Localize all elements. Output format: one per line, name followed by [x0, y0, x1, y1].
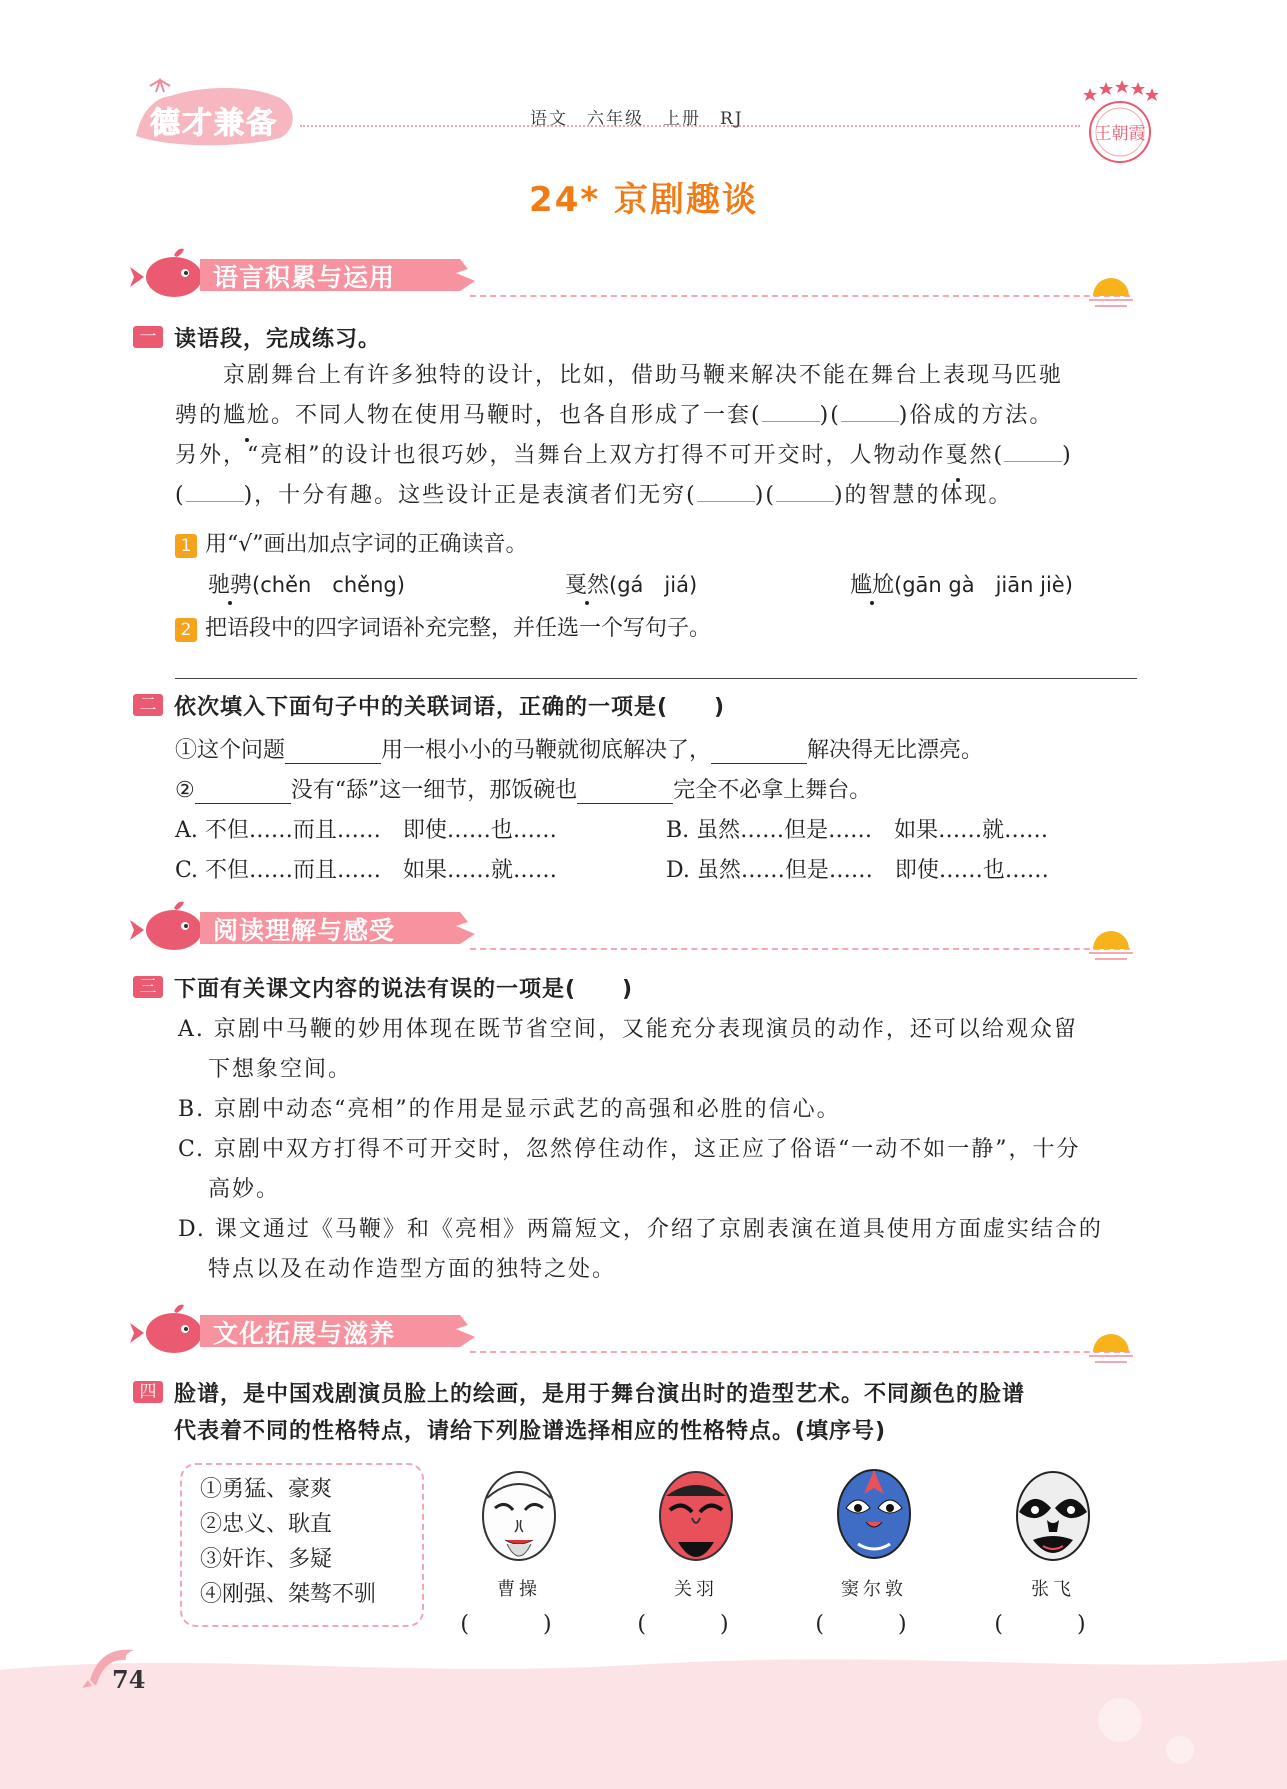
question-2-heading: 依次填入下面句子中的关联词语，正确的一项是( ) — [174, 695, 726, 720]
trait-option: ①勇猛、豪爽 — [200, 1477, 333, 1502]
trait-option: ③奸诈、多疑 — [200, 1547, 333, 1572]
subquestion-number-2: 2 — [175, 618, 197, 642]
passage-line-1: 京剧舞台上有许多独特的设计，比如，借助马鞭来解决不能在舞台上表现马匹驰 — [223, 363, 1064, 388]
page-title: 24* 京剧趣谈 — [529, 180, 758, 220]
section-title-2: 阅读理解与感受 — [213, 916, 396, 945]
q3-option-a-cont: 下想象空间。 — [208, 1057, 353, 1082]
answer-paren-caocao[interactable]: ( ) — [460, 1612, 578, 1637]
section-divider-3 — [470, 1351, 1130, 1353]
answer-paren-guanyu[interactable]: ( ) — [637, 1612, 755, 1637]
sun-icon — [1087, 923, 1135, 963]
q3-option-d-cont: 特点以及在动作造型方面的独特之处。 — [208, 1257, 617, 1282]
sun-icon — [1087, 1326, 1135, 1366]
q3-option-c[interactable]: C. 京剧中双方打得不可开交时，忽然停住动作，这正应了俗语“一动不如一静”，十分 — [178, 1137, 1081, 1162]
seal-stamp — [1076, 78, 1162, 166]
header-subject-line: 语文 六年级 上册 RJ — [530, 109, 744, 129]
question-4-heading-1: 脸谱，是中国戏剧演员脸上的绘画，是用于舞台演出时的造型艺术。不同颜色的脸谱 — [174, 1382, 1026, 1407]
brand-text: 德才兼备 — [150, 106, 278, 141]
dotted-word: 尴尬 — [223, 396, 271, 436]
q2-sentence-2: ② 没有“舔”这一细节，那饭碗也 完全不必拿上舞台。 — [175, 778, 872, 803]
section-title-3: 文化拓展与滋养 — [213, 1319, 396, 1348]
reading-passage — [175, 356, 1145, 516]
trait-options — [200, 1472, 376, 1612]
q3-option-a[interactable]: A. 京剧中马鞭的妙用体现在既节省空间，又能充分表现演员的动作，还可以给观众留 — [178, 1017, 1078, 1042]
passage-line-4: ( )，十分有趣。这些设计正是表演者们无穷( )( )的智慧的体现。 — [175, 483, 1013, 508]
mask-name-zhangfei: 张飞 — [1031, 1579, 1075, 1600]
question-4-heading-2: 代表着不同的性格特点，请给下列脸谱选择相应的性格特点。(填序号) — [174, 1419, 887, 1444]
fill-blank[interactable] — [195, 778, 291, 804]
fill-blank[interactable] — [577, 778, 673, 804]
reading-choice-2[interactable]: 戛然(gá jiá) — [565, 568, 697, 599]
sun-icon — [1087, 270, 1135, 310]
subquestion-1: 1 用“√”画出加点字词的正确读音。 — [175, 527, 528, 558]
q3-option-d[interactable]: D. 课文通过《马鞭》和《亮相》两篇短文，介绍了京剧表演在道具使用方面虚实结合的 — [178, 1217, 1103, 1242]
question-number-3: 三 — [133, 976, 163, 998]
q2-option-c[interactable]: C. 不但……而且…… 如果……就…… — [175, 858, 558, 883]
passage-line-3: 另外，“亮相”的设计也很巧妙，当舞台上双方打得不可开交时，人物动作戛然( ) — [175, 436, 1145, 476]
section-divider-1 — [470, 295, 1130, 297]
svg-text:王朝霞: 王朝霞 — [1094, 124, 1146, 144]
mask-name-caocao: 曹操 — [497, 1579, 541, 1600]
douerdun-mask-image — [832, 1464, 916, 1564]
guanyu-mask-image — [654, 1468, 738, 1568]
reading-choice-1[interactable]: 驰骋(chěn chěng) — [208, 568, 405, 599]
caocao-mask-image — [477, 1468, 561, 1568]
q2-option-d[interactable]: D. 虽然……但是…… 即使……也…… — [666, 858, 1049, 883]
footer-wave — [0, 1650, 1287, 1789]
fill-blank[interactable] — [841, 421, 899, 422]
fill-blank[interactable] — [1004, 461, 1062, 462]
fill-blank[interactable] — [762, 421, 820, 422]
q2-option-a[interactable]: A. 不但……而且…… 即使……也…… — [175, 818, 557, 843]
answer-line[interactable] — [175, 678, 1137, 679]
section-title-1: 语言积累与运用 — [213, 263, 396, 292]
answer-paren-douerdun[interactable]: ( ) — [815, 1612, 933, 1637]
q3-option-b[interactable]: B. 京剧中动态“亮相”的作用是显示武艺的高强和必胜的信心。 — [178, 1097, 841, 1122]
fill-blank[interactable] — [186, 501, 244, 502]
q3-option-c-cont: 高妙。 — [208, 1177, 281, 1202]
q2-sentence-1: ①这个问题 用一根小小的马鞭就彻底解决了， 解决得无比漂亮。 — [175, 738, 984, 763]
fill-blank[interactable] — [697, 501, 755, 502]
fill-blank[interactable] — [285, 738, 381, 764]
passage-line-2: 骋的尴尬。不同人物在使用马鞭时，也各自形成了一套( )( )俗成的方法。 — [175, 396, 1145, 436]
trait-option: ④刚强、桀骜不驯 — [200, 1582, 377, 1607]
q3-options — [178, 1010, 1138, 1290]
mask-name-douerdun: 窦尔敦 — [841, 1579, 907, 1600]
trait-option: ②忠义、耿直 — [200, 1512, 333, 1537]
question-number-4: 四 — [133, 1381, 163, 1403]
question-number-2: 二 — [133, 694, 163, 716]
fill-blank[interactable] — [776, 501, 834, 502]
question-3-heading: 下面有关课文内容的说法有误的一项是( ) — [174, 977, 634, 1002]
fill-blank[interactable] — [711, 738, 807, 764]
subquestion-number-1: 1 — [175, 534, 197, 558]
zhangfei-mask-image — [1011, 1468, 1095, 1568]
reading-choice-3[interactable]: 尴尬(gān gà jiān jiè) — [850, 568, 1073, 599]
question-number-1: 一 — [133, 326, 163, 348]
section-divider-2 — [470, 948, 1130, 950]
question-1-heading: 读语段，完成练习。 — [174, 327, 382, 352]
subquestion-2: 2 把语段中的四字词语补充完整，并任选一个写句子。 — [175, 611, 711, 642]
answer-paren-zhangfei[interactable]: ( ) — [994, 1612, 1112, 1637]
q2-option-b[interactable]: B. 虽然……但是…… 如果……就…… — [666, 818, 1049, 843]
page-number: 74 — [112, 1665, 146, 1694]
dotted-word: 戛 — [946, 436, 970, 476]
mask-name-guanyu: 关羽 — [674, 1579, 718, 1600]
